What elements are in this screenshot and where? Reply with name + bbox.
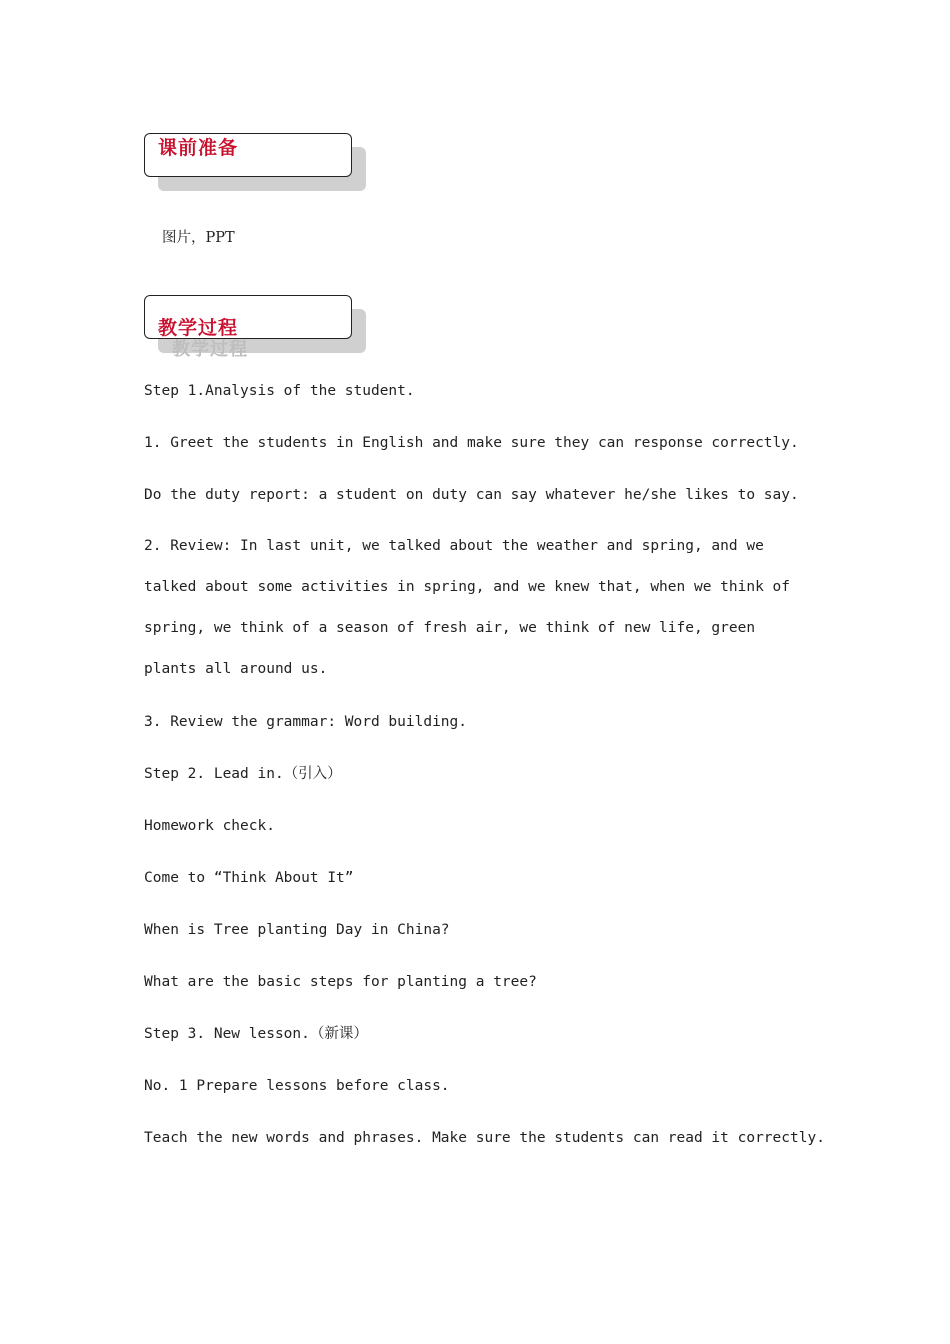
step-3-heading: Step 3. New lesson.（新课） (144, 1026, 368, 1042)
section-header-prep (144, 133, 352, 177)
step-1-heading: Step 1.Analysis of the student. (144, 383, 415, 399)
section-title-ghost: 教学过程 (172, 339, 248, 360)
no-1-text: No. 1 Prepare lessons before class. (144, 1078, 450, 1094)
homework-check-text: Homework check. (144, 818, 275, 834)
section-title-prep: 课前准备 (158, 137, 239, 159)
item-3-text: 3. Review the grammar: Word building. (144, 714, 468, 730)
item-2-paragraph: 2. Review: In last unit, we talked about the weather and spring, and we talked about some activities in spring, and we knew that, when we think of spring, we think of a season of fresh air, we think of new life, green plants all around us. (144, 538, 791, 677)
materials-text: 图片，PPT (162, 230, 235, 246)
question-1-text: When is Tree planting Day in China? (144, 922, 450, 938)
step-2-heading: Step 2. Lead in.（引入） (144, 766, 342, 782)
item-1-text: 1. Greet the students in English and make sure they can response correctly. (144, 435, 799, 451)
duty-report-text: Do the duty report: a student on duty can say whatever he/she likes to say. (144, 487, 799, 503)
section-header-process (144, 295, 352, 360)
teach-words-text: Teach the new words and phrases. Make sure the students can read it correctly. (144, 1130, 825, 1146)
think-about-it-text: Come to “Think About It” (144, 870, 354, 886)
section-title-process: 教学过程 (158, 317, 239, 339)
question-2-text: What are the basic steps for planting a tree? (144, 974, 537, 990)
